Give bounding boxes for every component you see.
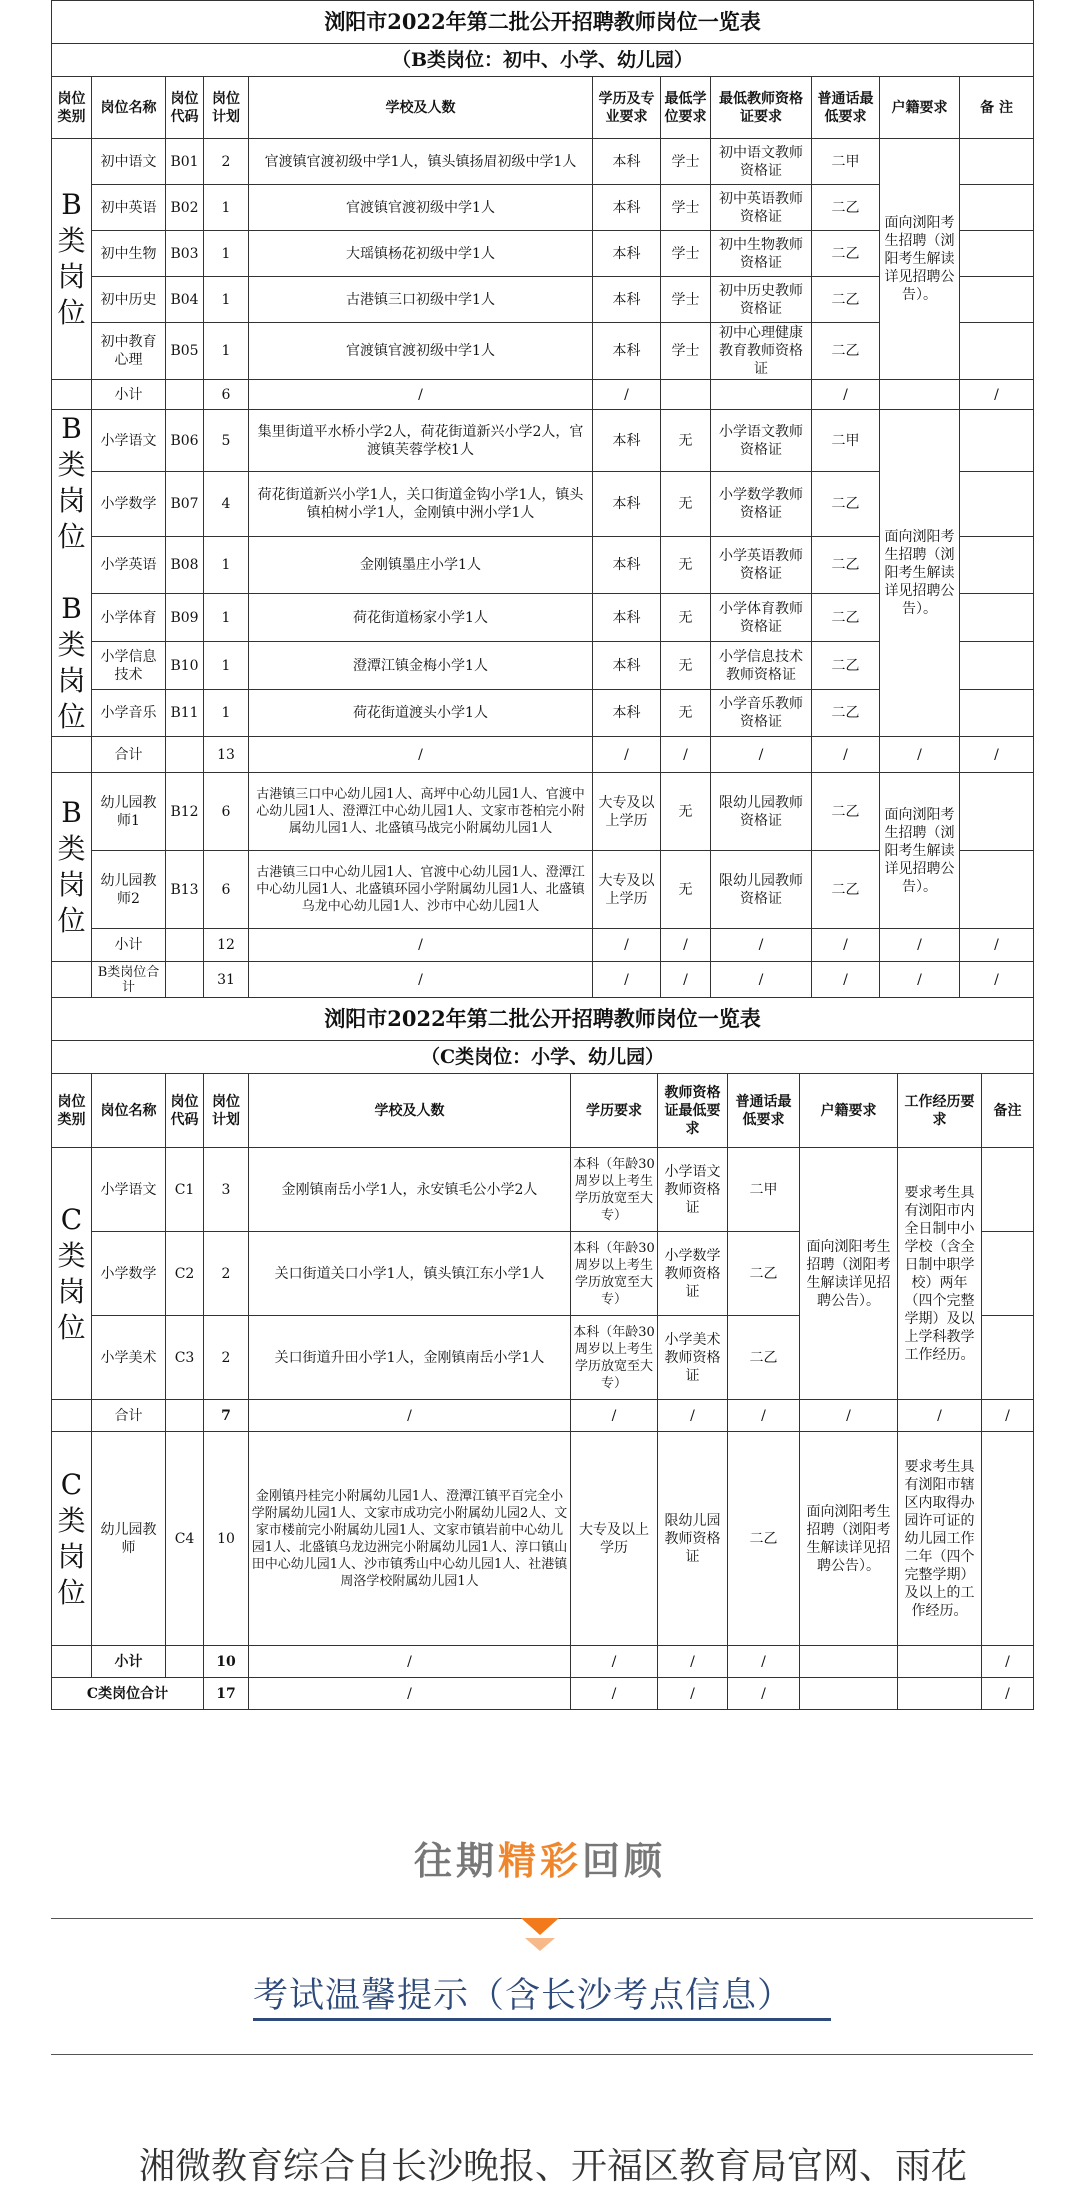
cell-cert: 小学音乐教师资格证 [711,690,812,737]
cell-code: C2 [166,1232,204,1316]
work-exp-cell: 要求考生具有浏阳市辖区内取得办园许可证的幼儿园工作二年（四个完整学期）及以上的工作经历。 [898,1432,982,1646]
cell-code: B04 [166,277,204,323]
cell-plan: 5 [204,410,249,472]
cell-code: B06 [166,410,204,472]
cell-degree: 无 [661,410,711,472]
cell-empty [166,962,204,998]
table-row [52,1148,1034,1232]
cell-degree: 无 [661,851,711,929]
source-text: 湘微教育综合自长沙晚报、开福区教育局官网、雨花 [139,2146,968,2187]
cell-degree: 无 [661,472,711,537]
cell-slash: / [661,737,711,773]
cell-note [960,690,1034,737]
divider [51,2054,1033,2055]
header-cell: 备 注 [960,77,1034,139]
cell-degree: 学士 [661,231,711,277]
cell-cert: 初中语文教师资格证 [711,139,812,185]
recap-title-part: 往期 [413,1839,498,1883]
cell-code: B08 [166,536,204,593]
cell-schools: 古港镇三口中心幼儿园1人、官渡中心幼儿园1人、澄潭江中心幼儿园1人、北盛镇环园小学附属幼儿园1人、北盛镇乌龙中心幼儿园1人、沙市中心幼儿园1人 [249,851,593,929]
table-c [51,998,1034,1710]
cell-empty [880,380,960,410]
cell-empty [52,1400,92,1432]
cell-name: 小学音乐 [92,690,166,737]
cell-empty [711,380,812,410]
cell-degree: 学士 [661,185,711,231]
cell-cert: 小学数学教师资格证 [711,472,812,537]
cell-schools: 官渡镇官渡初级中学1人，镇头镇扬眉初级中学1人 [249,139,593,185]
cell-slash: / [249,929,593,962]
cell-code: C3 [166,1316,204,1400]
cell-schools: 大瑶镇杨花初级中学1人 [249,231,593,277]
cell-schools: 荷花街道新兴小学1人，关口街道金钩小学1人，镇头镇柏树小学1人，金刚镇中洲小学1人 [249,472,593,537]
cell-empty [898,1678,982,1710]
cell-slash: / [571,1400,658,1432]
cell-note [960,277,1034,323]
cell-note [960,231,1034,277]
cell-cert: 初中历史教师资格证 [711,277,812,323]
cell-mandarin: 二乙 [812,472,880,537]
cell-schools: 官渡镇官渡初级中学1人 [249,185,593,231]
cell-name: 幼儿园教师 [92,1432,166,1646]
cell-slash: / [960,929,1034,962]
cell-edu: 本科 [593,594,661,642]
cell-plan: 2 [204,1316,249,1400]
cell-mandarin: 二乙 [728,1432,800,1646]
cell-edu: 本科（年龄30周岁以上考生学历放宽至大专） [571,1148,658,1232]
cell-slash: / [728,1646,800,1678]
table-c-header [52,1074,1034,1148]
cell-name: 小学信息技术 [92,642,166,690]
cell-code: B10 [166,642,204,690]
cell-plan: 1 [204,323,249,380]
cell-name: 小学体育 [92,594,166,642]
cell-slash: / [812,929,880,962]
cell-plan: 10 [204,1432,249,1646]
subtotal-plan: 6 [204,380,249,410]
subtotal-row [52,1646,1034,1678]
cell-mandarin: 二乙 [728,1316,800,1400]
table-b-header [52,77,1034,139]
cell-slash: / [960,380,1034,410]
cell-empty [52,1646,92,1678]
cell-edu: 本科（年龄30周岁以上考生学历放宽至大专） [571,1316,658,1400]
total-label: C类岗位合计 [52,1678,204,1710]
cell-code: B09 [166,594,204,642]
cell-slash: / [593,962,661,998]
category-cell: B 类 岗 位 [52,139,92,380]
cell-degree: 学士 [661,323,711,380]
cell-cert: 限幼儿园教师资格证 [711,851,812,929]
total-label: B类岗位合计 [92,962,166,998]
header-cell: 岗位代码 [166,1074,204,1148]
subtotal-plan: 12 [204,929,249,962]
cell-note [982,1232,1034,1316]
cell-slash: / [880,737,960,773]
cell-slash: / [593,929,661,962]
cell-degree: 无 [661,536,711,593]
category-label: B 类 岗 位 [57,412,86,553]
cell-cert: 小学语文教师资格证 [711,410,812,472]
cell-name: 初中历史 [92,277,166,323]
cell-slash: / [880,962,960,998]
cell-name: 幼儿园教师1 [92,773,166,851]
cell-plan: 1 [204,594,249,642]
header-cell: 普通话最低要求 [728,1074,800,1148]
cell-edu: 本科 [593,185,661,231]
subtotal-row [52,1400,1034,1432]
header-cell: 备注 [982,1074,1034,1148]
cell-plan: 1 [204,231,249,277]
cell-plan: 1 [204,277,249,323]
cell-empty [166,929,204,962]
cell-empty [898,1646,982,1678]
cell-mandarin: 二乙 [812,185,880,231]
table-c-subtitle: （C类岗位：小学、幼儿园） [52,1041,1034,1074]
cell-edu: 大专及以上学历 [571,1432,658,1646]
article-link[interactable]: 考试温馨提示（含长沙考点信息） [253,1976,794,2016]
cell-degree: 无 [661,594,711,642]
cell-note [960,323,1034,380]
table-b-subtitle: （B类岗位：初中、小学、幼儿园） [52,44,1034,77]
total-row [52,1678,1034,1710]
subtotal-plan: 7 [204,1400,249,1432]
subtotal-plan: 13 [204,737,249,773]
total-plan: 31 [204,962,249,998]
total-row [52,962,1034,998]
cell-mandarin: 二乙 [812,642,880,690]
cell-degree: 无 [661,642,711,690]
cell-edu: 大专及以上学历 [593,851,661,929]
cell-empty [166,737,204,773]
cell-schools: 古港镇三口中心幼儿园1人、高坪中心幼儿园1人、官渡中心幼儿园1人、澄潭江中心幼儿园1人、文家市苍柏完小附属幼儿园1人、北盛镇马战完小附属幼儿园1人 [249,773,593,851]
cell-schools: 金刚镇丹桂完小附属幼儿园1人、澄潭江镇平百完全小学附属幼儿园1人、文家市成功完小附属幼儿园2人、文家市楼前完小附属幼儿园1人、文家市镇岩前中心幼儿园1人、北盛镇乌龙边洲完小附属幼儿园1人、淳口镇山田中心幼儿园1人、沙市镇秀山中心幼儿园1人、社港镇周洛学校附属幼儿园1人 [249,1432,571,1646]
header-cell: 户籍要求 [800,1074,898,1148]
table-row [52,139,1034,185]
cell-mandarin: 二乙 [812,690,880,737]
cell-degree: 学士 [661,139,711,185]
cell-edu: 本科 [593,690,661,737]
cell-note [960,536,1034,593]
cell-slash: / [658,1400,728,1432]
cell-slash: / [249,737,593,773]
cell-schools: 澄潭江镇金梅小学1人 [249,642,593,690]
cell-note [960,139,1034,185]
cell-slash: / [812,962,880,998]
cell-code: C1 [166,1148,204,1232]
cell-edu: 本科（年龄30周岁以上考生学历放宽至大专） [571,1232,658,1316]
cell-slash: / [249,1678,571,1710]
cell-slash: / [661,962,711,998]
cell-edu: 大专及以上学历 [593,773,661,851]
header-cell: 最低学位要求 [661,77,711,139]
header-cell: 岗位计划 [204,77,249,139]
cell-edu: 本科 [593,472,661,537]
cell-code: B02 [166,185,204,231]
cell-mandarin: 二乙 [812,231,880,277]
cell-code: B11 [166,690,204,737]
cell-slash: / [593,380,661,410]
cell-edu: 本科 [593,277,661,323]
cell-degree: 无 [661,773,711,851]
subtotal-plan: 10 [204,1646,249,1678]
cell-empty [800,1678,898,1710]
cell-plan: 4 [204,472,249,537]
cell-plan: 2 [204,139,249,185]
category-cell: B 类 岗 位 [52,773,92,962]
cell-plan: 6 [204,773,249,851]
residency-cell: 面向浏阳考生招聘（浏阳考生解读详见招聘公告）。 [800,1148,898,1400]
cell-name: 小学数学 [92,472,166,537]
cell-empty [166,1646,204,1678]
work-exp-cell: 要求考生具有浏阳市内全日制中小学校（含全日制中职学校）两年（四个完整学期）及以上学科教学工作经历。 [898,1148,982,1400]
subtotal-row [52,737,1034,773]
cell-schools: 金刚镇墨庄小学1人 [249,536,593,593]
cell-slash: / [800,1400,898,1432]
residency-cell: 面向浏阳考生招聘（浏阳考生解读详见招聘公告）。 [880,410,960,737]
cell-name: 小学美术 [92,1316,166,1400]
cell-slash: / [711,962,812,998]
cell-schools: 官渡镇官渡初级中学1人 [249,323,593,380]
cell-note [982,1148,1034,1232]
recap-title-part: 回顾 [582,1839,667,1883]
cell-code: B05 [166,323,204,380]
cell-slash: / [728,1678,800,1710]
cell-note [960,773,1034,851]
cell-name: 小学语文 [92,410,166,472]
cell-empty [166,1400,204,1432]
cell-slash: / [728,1400,800,1432]
subtotal-label: 小计 [92,1646,166,1678]
down-arrow-icon [525,1938,555,1951]
cell-code: C4 [166,1432,204,1646]
cell-mandarin: 二甲 [728,1148,800,1232]
header-cell: 学历要求 [571,1074,658,1148]
header-cell: 岗位类别 [52,1074,92,1148]
header-cell: 教师资格证最低要求 [658,1074,728,1148]
cell-slash: / [982,1678,1034,1710]
cell-slash: / [812,737,880,773]
cell-slash: / [571,1678,658,1710]
subtotal-label: 合计 [92,1400,166,1432]
cell-cert: 小学英语教师资格证 [711,536,812,593]
residency-cell: 面向浏阳考生招聘（浏阳考生解读详见招聘公告）。 [880,139,960,380]
cell-note [982,1432,1034,1646]
cell-plan: 1 [204,690,249,737]
cell-mandarin: 二乙 [812,851,880,929]
cell-mandarin: 二乙 [812,536,880,593]
residency-cell: 面向浏阳考生招聘（浏阳考生解读详见招聘公告）。 [880,773,960,929]
cell-cert: 初中心理健康教育教师资格证 [711,323,812,380]
cell-note [960,594,1034,642]
header-cell: 学校及人数 [249,77,593,139]
down-arrow-icon [521,1918,559,1935]
cell-code: B01 [166,139,204,185]
cell-schools: 集里街道平水桥小学2人，荷花街道新兴小学2人，官渡镇芙蓉学校1人 [249,410,593,472]
cell-code: B03 [166,231,204,277]
table-row [52,1432,1034,1646]
cell-code: B13 [166,851,204,929]
header-cell: 岗位名称 [92,77,166,139]
cell-mandarin: 二乙 [812,594,880,642]
header-cell: 岗位代码 [166,77,204,139]
cell-slash: / [812,380,880,410]
cell-slash: / [898,1400,982,1432]
total-plan: 17 [204,1678,249,1710]
cell-empty [166,380,204,410]
cell-code: B12 [166,773,204,851]
cell-name: 幼儿园教师2 [92,851,166,929]
cell-edu: 本科 [593,410,661,472]
cell-empty [52,380,92,410]
cell-name: 小学语文 [92,1148,166,1232]
cell-cert: 小学体育教师资格证 [711,594,812,642]
table-b-title: 浏阳市2022年第二批公开招聘教师岗位一览表 [52,1,1034,44]
header-cell: 学历及专业要求 [593,77,661,139]
cell-cert: 小学信息技术教师资格证 [711,642,812,690]
cell-name: 初中教育心理 [92,323,166,380]
cell-cert: 小学美术教师资格证 [658,1316,728,1400]
category-label: B 类 岗 位 [57,592,86,733]
cell-cert: 限幼儿园教师资格证 [711,773,812,851]
cell-slash: / [880,929,960,962]
cell-note [960,851,1034,929]
cell-slash: / [661,929,711,962]
table-c-title: 浏阳市2022年第二批公开招聘教师岗位一览表 [52,998,1034,1041]
cell-empty [661,380,711,410]
cell-plan: 1 [204,185,249,231]
cell-slash: / [658,1678,728,1710]
cell-edu: 本科 [593,536,661,593]
cell-plan: 1 [204,642,249,690]
cell-code: B07 [166,472,204,537]
header-cell: 岗位计划 [204,1074,249,1148]
cell-edu: 本科 [593,231,661,277]
cell-mandarin: 二甲 [812,139,880,185]
cell-mandarin: 二乙 [728,1232,800,1316]
cell-plan: 2 [204,1232,249,1316]
cell-slash: / [711,737,812,773]
cell-edu: 本科 [593,139,661,185]
cell-name: 小学英语 [92,536,166,593]
header-cell: 岗位类别 [52,77,92,139]
cell-slash: / [249,1400,571,1432]
cell-mandarin: 二乙 [812,277,880,323]
header-cell: 普通话最低要求 [812,77,880,139]
cell-name: 初中生物 [92,231,166,277]
cell-schools: 荷花街道渡头小学1人 [249,690,593,737]
cell-slash: / [658,1646,728,1678]
subtotal-label: 小计 [92,380,166,410]
cell-slash: / [571,1646,658,1678]
cell-schools: 关口街道关口小学1人，镇头镇江东小学1人 [249,1232,571,1316]
category-cell: C 类 岗 位 [52,1432,92,1646]
cell-cert: 初中英语教师资格证 [711,185,812,231]
table-row [52,773,1034,851]
cell-edu: 本科 [593,642,661,690]
header-cell: 最低教师资格证要求 [711,77,812,139]
cell-empty [800,1646,898,1678]
cell-cert: 小学数学教师资格证 [658,1232,728,1316]
cell-plan: 3 [204,1148,249,1232]
subtotal-label: 小计 [92,929,166,962]
cell-slash: / [982,1646,1034,1678]
table-row [52,410,1034,472]
cell-slash: / [249,1646,571,1678]
cell-schools: 古港镇三口初级中学1人 [249,277,593,323]
cell-slash: / [960,962,1034,998]
cell-slash: / [982,1400,1034,1432]
residency-cell: 面向浏阳考生招聘（浏阳考生解读详见招聘公告）。 [800,1432,898,1646]
cell-empty [52,737,92,773]
cell-plan: 6 [204,851,249,929]
category-cell: C 类 岗 位 [52,1148,92,1400]
recap-title-highlight: 精彩 [497,1839,582,1883]
header-cell: 工作经历要求 [898,1074,982,1148]
cell-note [960,642,1034,690]
cell-cert: 小学语文教师资格证 [658,1148,728,1232]
subtotal-label: 合计 [92,737,166,773]
cell-slash: / [249,962,593,998]
recap-title [0,1830,1080,1885]
category-cell [52,410,92,737]
cell-mandarin: 二甲 [812,410,880,472]
cell-slash: / [249,380,593,410]
subtotal-row [52,929,1034,962]
cell-empty [52,962,92,998]
cell-name: 初中语文 [92,139,166,185]
cell-cert: 限幼儿园教师资格证 [658,1432,728,1646]
cell-note [960,472,1034,537]
header-cell: 学校及人数 [249,1074,571,1148]
link-underline [253,2018,831,2021]
cell-note [982,1316,1034,1400]
cell-mandarin: 二乙 [812,323,880,380]
cell-schools: 关口街道升田小学1人，金刚镇南岳小学1人 [249,1316,571,1400]
cell-degree: 学士 [661,277,711,323]
subtotal-row [52,380,1034,410]
cell-degree: 无 [661,690,711,737]
cell-slash: / [711,929,812,962]
cell-schools: 金刚镇南岳小学1人，永安镇毛公小学2人 [249,1148,571,1232]
cell-note [960,410,1034,472]
cell-edu: 本科 [593,323,661,380]
header-cell: 岗位名称 [92,1074,166,1148]
cell-schools: 荷花街道杨家小学1人 [249,594,593,642]
cell-plan: 1 [204,536,249,593]
cell-name: 初中英语 [92,185,166,231]
header-cell: 户籍要求 [880,77,960,139]
cell-mandarin: 二乙 [812,773,880,851]
table-b [51,0,1034,998]
cell-note [960,185,1034,231]
cell-name: 小学数学 [92,1232,166,1316]
cell-slash: / [593,737,661,773]
cell-slash: / [960,737,1034,773]
cell-cert: 初中生物教师资格证 [711,231,812,277]
